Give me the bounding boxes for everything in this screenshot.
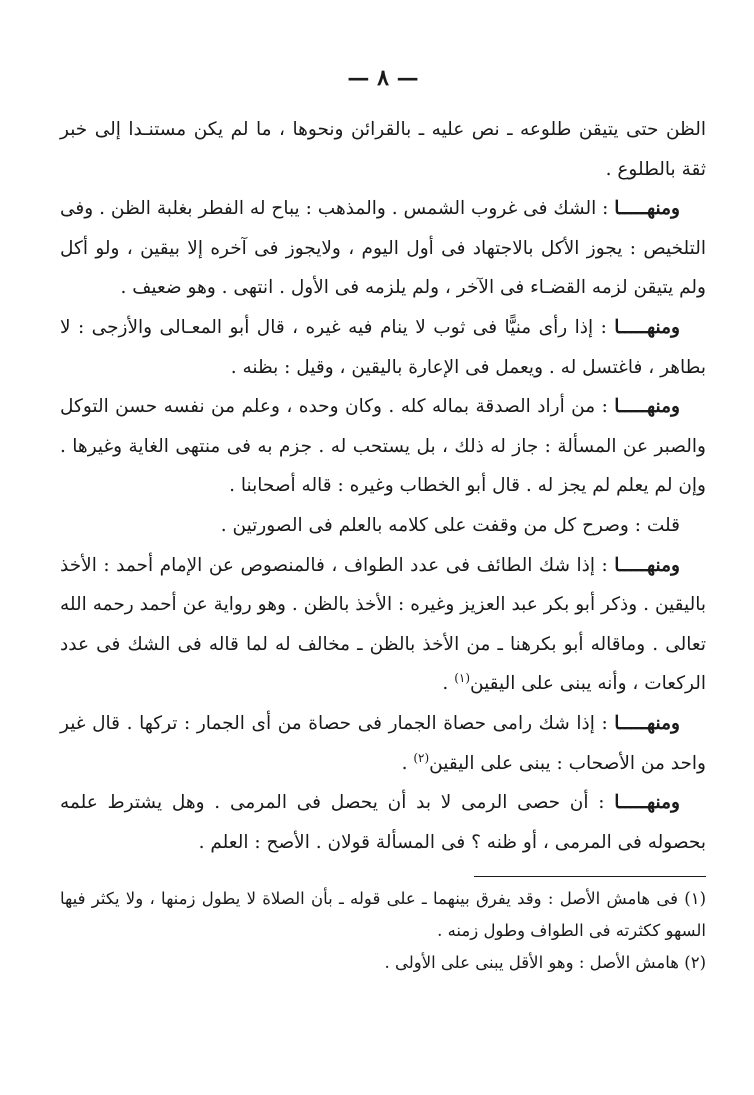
paragraph-text: قلت : وصرح كل من وقفت على كلامه بالعلم فى الصورتين . bbox=[220, 514, 680, 536]
footnote-ref-1[interactable]: (١) bbox=[454, 671, 471, 686]
paragraph-lead: ومنهـــــا bbox=[614, 198, 680, 220]
paragraph-lead: ومنهـــــا bbox=[614, 792, 680, 814]
footnotes bbox=[60, 883, 706, 979]
main-text bbox=[60, 110, 706, 862]
paragraph-text: : إذا شك رامى حصاة الجمار فى حصاة من أى الجمار : تركها . قال غير واحد من الأصحاب : يبنى على اليقين bbox=[60, 712, 706, 774]
paragraph-5 bbox=[60, 506, 706, 546]
paragraph-text: : أن حصى الرمى لا بد أن يحصل فى المرمى . وهل يشترط علمه بحصوله فى المرمى ، أو ظنه ؟ فى المسألة قولان . الأصح : العلم . bbox=[60, 792, 706, 853]
paragraph-lead: ومنهـــــا bbox=[614, 712, 680, 734]
paragraph-text: الظن حتى يتيقن طلوعه ـ نص عليه ـ بالقرائن ونحوها ، ما لم يكن مستنـدا إلى خبر ثقة بالطلوع . bbox=[60, 119, 706, 180]
paragraph-text: : إذا شك الطائف فى عدد الطواف ، فالمنصوص عن الإمام أحمد : الأخذ باليقين . وذكر أبو بكر عبد العزيز وغيره : الأخذ بالظن . وهو رواية عن أحمد رحمه الله تعالى . وماقاله أبو بكرهنا ـ من الأخذ بالظن ـ مخالف له لما قاله فى الشك فى عدد الركعات ، وأنه يبنى على اليقين bbox=[60, 554, 706, 695]
paragraph-4 bbox=[60, 387, 706, 506]
paragraph-text: : إذا رأى منيًّا فى ثوب لا ينام فيه غيره ، قال أبو المعـالى والأزجى : لا بطاهر ، فاغتسل له . ويعمل فى الإعارة باليقين ، وقيل : بظنه . bbox=[60, 316, 706, 378]
paragraph-6 bbox=[60, 546, 706, 704]
footnote-2: (٢) هامش الأصل : وهو الأقل يبنى على الأولى . bbox=[384, 953, 706, 973]
footnote-divider bbox=[474, 876, 706, 877]
paragraph-2 bbox=[60, 189, 706, 308]
sentence-end: . bbox=[442, 673, 455, 695]
footnote-1: (١) فى هامش الأصل : وقد يفرق بينهما ـ على قوله ـ بأن الصلاة لا يطول زمنها ، ولا يكثر فيها السهو ككثرته فى الطواف وطول زمنه . bbox=[60, 889, 706, 941]
paragraph-7 bbox=[60, 704, 706, 783]
paragraph-text: : من أراد الصدقة بماله كله . وكان وحده ، وعلم من نفسه حسن التوكل والصبر عن المسألة : جاز له ذلك ، بل يستحب له . جزم به فى منتهى الغاية وغيرها . وإن لم يعلم لم يجز له . قال أبو الخطاب وغيره : قاله أصحابنا . bbox=[60, 396, 706, 497]
paragraph-lead: ومنهـــــا bbox=[614, 316, 680, 338]
paragraph-lead: ومنهـــــا bbox=[614, 396, 680, 418]
footnote-ref-2[interactable]: (٢) bbox=[413, 750, 430, 765]
paragraph-lead: ومنهـــــا bbox=[614, 554, 680, 576]
page-number: — ٨ — bbox=[347, 65, 419, 91]
paragraph-text: : الشك فى غروب الشمس . والمذهب : يباح له الفطر بغلبة الظن . وفى التلخيص : يجوز الأكل بالاجتهاد فى أول اليوم ، ولايجوز فى آخره إلا بيقين ، ولو أكل ولم يتيقن لزمه القضـاء فى الآخر ، ولم يلزمه فى الأول . انتهى . وهو ضعيف . bbox=[60, 198, 706, 299]
sentence-end: . bbox=[401, 752, 414, 774]
paragraph-8 bbox=[60, 783, 706, 862]
paragraph-1 bbox=[60, 110, 706, 189]
book-page bbox=[60, 58, 706, 1058]
paragraph-3 bbox=[60, 308, 706, 387]
